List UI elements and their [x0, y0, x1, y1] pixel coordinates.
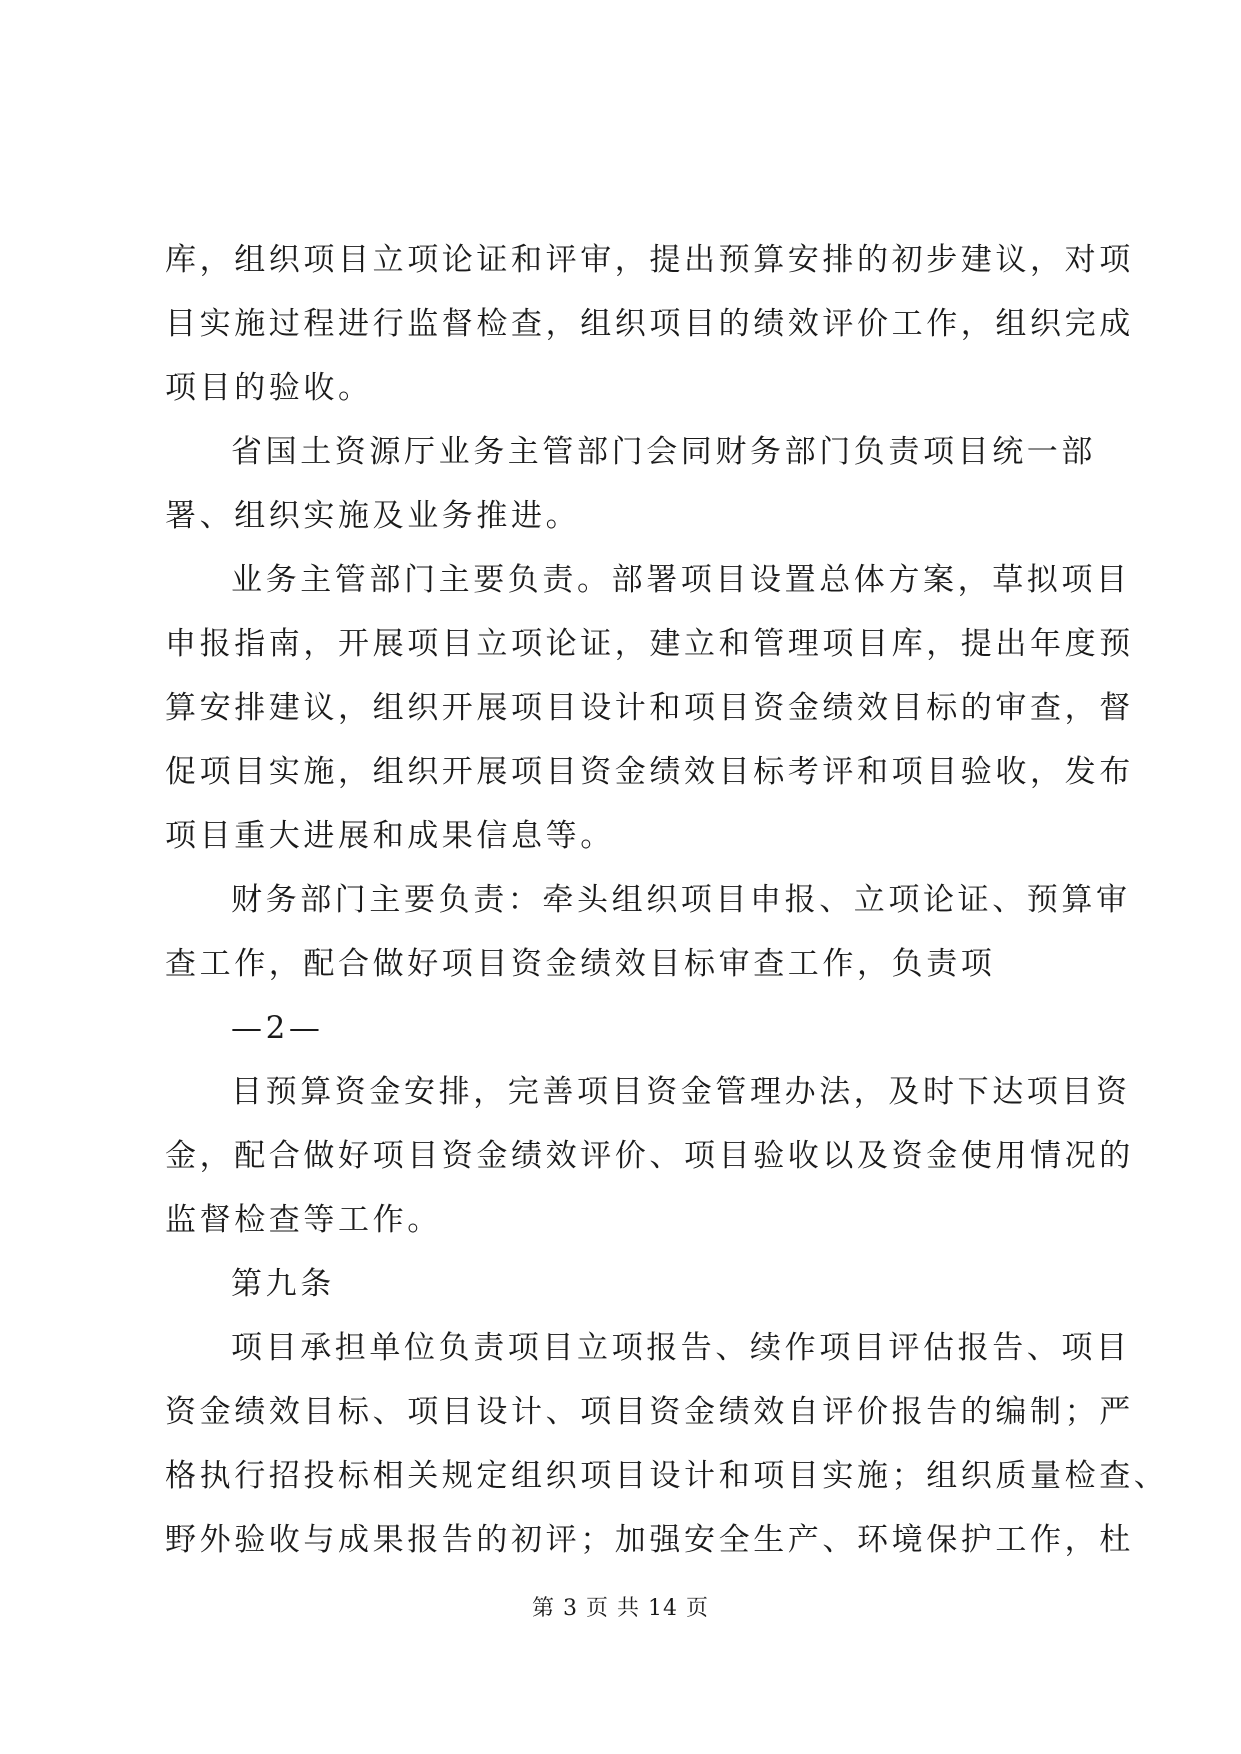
text-line: 监督检查等工作。 [165, 1202, 442, 1238]
text-line: 目实施过程进行监督检查，组织项目的绩效评价工作，组织完成 [165, 306, 1134, 342]
text-line: 金，配合做好项目资金绩效评价、项目验收以及资金使用情况的 [165, 1138, 1134, 1174]
text-line: 格执行招投标相关规定组织项目设计和项目实施；组织质量检查、 [165, 1458, 1169, 1494]
article-heading: 第九条 [231, 1266, 335, 1302]
page-footer [0, 1591, 1241, 1622]
text-line: 算安排建议，组织开展项目设计和项目资金绩效目标的审查，督 [165, 690, 1134, 726]
text-line: 库，组织项目立项论证和评审，提出预算安排的初步建议，对项 [165, 242, 1134, 278]
text-line: 业务主管部门主要负责。部署项目设置总体方案，草拟项目 [231, 562, 1131, 598]
text-line: 项目的验收。 [165, 370, 373, 406]
text-line: 署、组织实施及业务推进。 [165, 498, 581, 534]
text-line: 申报指南，开展项目立项论证，建立和管理项目库，提出年度预 [165, 626, 1134, 662]
page-number-label: 第 3 页 共 14 页 [532, 1596, 709, 1621]
text-line: 目预算资金安排，完善项目资金管理办法，及时下达项目资 [231, 1074, 1131, 1110]
text-line: 促项目实施，组织开展项目资金绩效目标考评和项目验收，发布 [165, 754, 1134, 790]
text-line: 项目承担单位负责项目立项报告、续作项目评估报告、项目 [231, 1330, 1131, 1366]
text-line: 野外验收与成果报告的初评；加强安全生产、环境保护工作，杜 [165, 1522, 1134, 1558]
text-line: 查工作，配合做好项目资金绩效目标审查工作，负责项 [165, 946, 996, 982]
document-body [165, 228, 1169, 1572]
text-line: 资金绩效目标、项目设计、项目资金绩效自评价报告的编制；严 [165, 1394, 1134, 1430]
text-line: 项目重大进展和成果信息等。 [165, 818, 615, 854]
inline-page-marker: —2— [231, 1010, 324, 1046]
text-line: 省国土资源厅业务主管部门会同财务部门负责项目统一部 [231, 434, 1096, 470]
text-line: 财务部门主要负责：牵头组织项目申报、立项论证、预算审 [231, 882, 1131, 918]
